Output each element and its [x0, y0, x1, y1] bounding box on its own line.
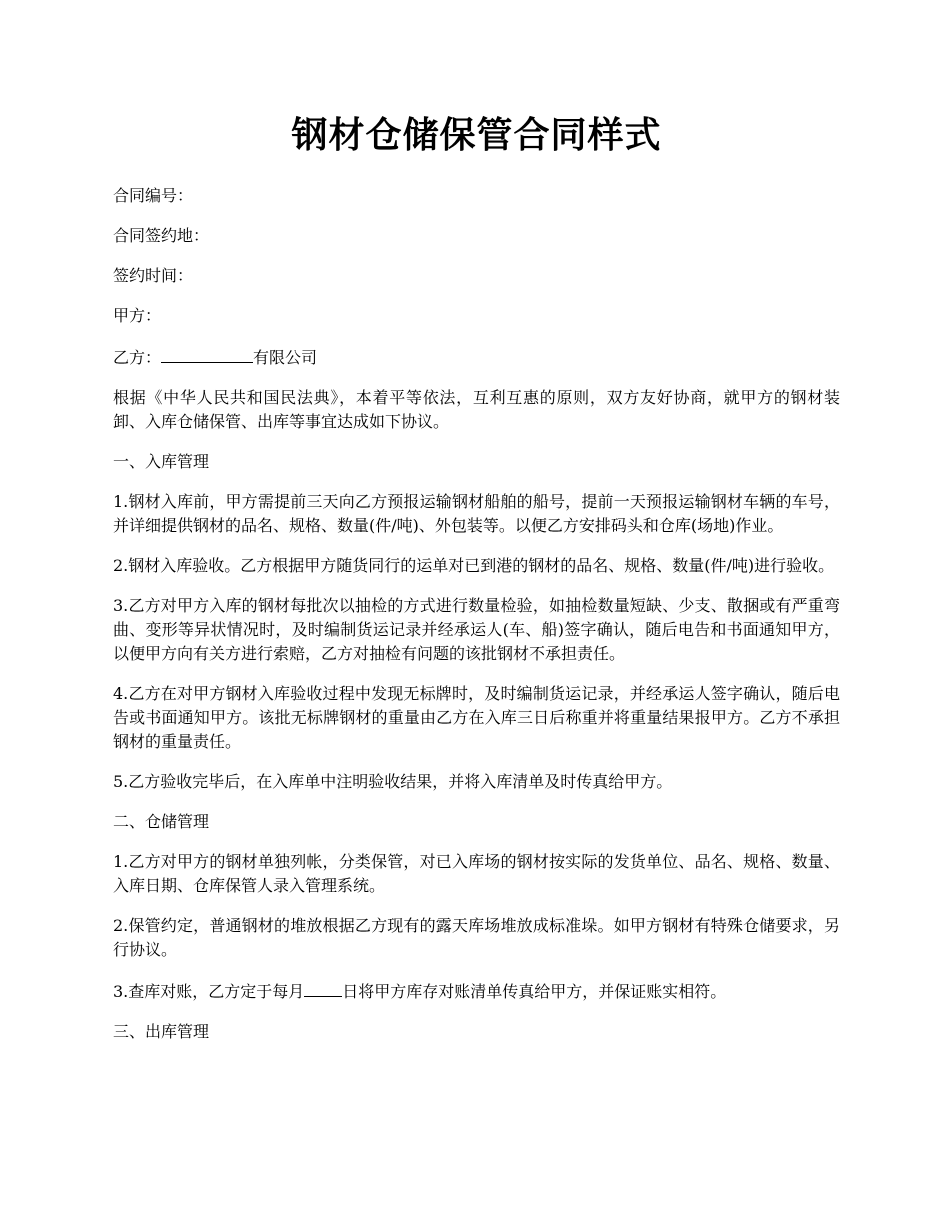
document-title: 钢材仓储保管合同样式	[291, 114, 662, 156]
signing-place-line: 合同签约地：	[113, 226, 210, 245]
party-b-company-suffix: 有限公司	[253, 348, 318, 367]
section-heading-outbound: 三、出库管理	[113, 1022, 210, 1041]
contract-number-line: 合同编号：	[113, 186, 194, 205]
preamble-paragraph: 根据《中华人民共和国民法典》，本着平等依法，互利互惠的原则，双方友好协商，就甲方的钢材装卸、入库仓储保管、出库等事宜达成如下协议。	[113, 388, 840, 431]
receiving-clause-4: 4.乙方在对甲方钢材入库验收过程中发现无标牌时，及时编制货运记录，并经承运人签字确认，随后电告或书面通知甲方。该批无标牌钢材的重量由乙方在入库三日后称重并将重量结果报甲方。乙方不承担钢材的重量责任。	[113, 684, 840, 751]
party-a-line: 甲方：	[113, 306, 162, 325]
section-heading-storage: 二、仓储管理	[113, 812, 210, 831]
signing-time-line: 签约时间：	[113, 266, 194, 285]
receiving-clause-2: 2.钢材入库验收。乙方根据甲方随货同行的运单对已到港的钢材的品名、规格、数量(件/吨)进行验收。	[113, 556, 835, 575]
reconcile-day-blank	[304, 978, 342, 997]
storage-clause-3	[113, 978, 840, 1004]
party-b-line	[113, 344, 840, 370]
party-b-label: 乙方：	[113, 348, 162, 367]
storage-clause-1: 1.乙方对甲方的钢材单独列帐，分类保管，对已入库场的钢材按实际的发货单位、品名、规格、数量、入库日期、仓库保管人录入管理系统。	[113, 852, 840, 895]
party-b-name-blank	[161, 344, 253, 363]
receiving-clause-5: 5.乙方验收完毕后，在入库单中注明验收结果，并将入库清单及时传真给甲方。	[113, 772, 673, 791]
storage-clause-2: 2.保管约定，普通钢材的堆放根据乙方现有的露天库场堆放成标准垛。如甲方钢材有特殊仓储要求，另行协议。	[113, 916, 840, 959]
reconcile-text-prefix: 3.查库对账，乙方定于每月	[113, 982, 305, 1001]
section-heading-receiving: 一、入库管理	[113, 452, 210, 471]
receiving-clause-1: 1.钢材入库前，甲方需提前三天向乙方预报运输钢材船舶的船号，提前一天预报运输钢材车辆的车号，并详细提供钢材的品名、规格、数量(件/吨)、外包装等。以便乙方安排码头和仓库(场地)作业。	[113, 492, 840, 535]
receiving-clause-3: 3.乙方对甲方入库的钢材每批次以抽检的方式进行数量检验，如抽检数量短缺、少支、散捆或有严重弯曲、变形等异状情况时，及时编制货运记录并经承运人(车、船)签字确认，随后电告和书面通知甲方，以便甲方向有关方进行索赔，乙方对抽检有问题的该批钢材不承担责任。	[113, 596, 840, 663]
reconcile-text-suffix: 日将甲方库存对账清单传真给甲方，并保证账实相符。	[342, 982, 727, 1001]
